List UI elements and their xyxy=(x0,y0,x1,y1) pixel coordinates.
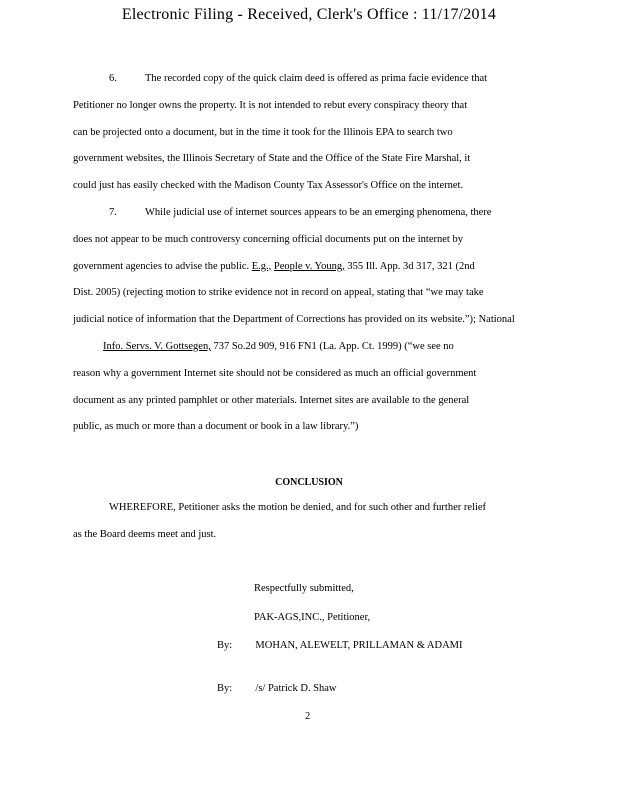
paragraph-line: The recorded copy of the quick claim deed is offered as prima facie evidence that xyxy=(145,73,488,84)
paragraph-7 xyxy=(73,200,573,441)
signer-name: /s/ Patrick D. Shaw xyxy=(255,683,337,694)
filing-header: Electronic Filing - Received, Clerk's Office : 11/17/2014 xyxy=(121,6,497,23)
paragraph-text: 737 So.2d 909, 916 FN1 (La. App. Ct. 1999) (“we see no xyxy=(213,340,454,352)
signature-by-signer xyxy=(217,683,337,694)
signature-closing: Respectfully submitted, xyxy=(254,583,354,594)
paragraph-line: judicial notice of information that the Department of Corrections has provided on its website.”); National xyxy=(73,314,515,326)
paragraph-line: Petitioner no longer owns the property. It is not intended to rebut every conspiracy theory that xyxy=(73,99,468,111)
paragraph-number: 6. xyxy=(109,73,117,84)
case-citation: People v. Young, xyxy=(273,260,345,272)
paragraph-6 xyxy=(73,66,573,200)
by-label: By: xyxy=(217,683,233,694)
paragraph-line: reason why a government Internet site should not be considered as much an official government xyxy=(73,367,477,379)
paragraph-number: 7. xyxy=(109,207,117,218)
by-label: By: xyxy=(217,640,233,651)
paragraph-line: could just has easily checked with the Madison County Tax Assessor's Office on the internet. xyxy=(73,180,464,192)
firm-name: MOHAN, ALEWELT, PRILLAMAN & ADAMI xyxy=(255,640,463,651)
citation-signal: E.g., xyxy=(251,260,272,272)
conclusion-paragraph xyxy=(73,495,573,549)
signature-by-firm xyxy=(217,640,463,651)
paragraph-line: government websites, the Illinois Secretary of State and the Office of the State Fire Marshal, it xyxy=(73,153,471,165)
page-number: 2 xyxy=(305,711,311,722)
case-citation: Info. Servs. V. Gottsegen, xyxy=(103,340,211,352)
paragraph-line: public, as much or more than a document or book in a law library.”) xyxy=(73,421,359,433)
paragraph-line: can be projected onto a document, but in the time it took for the Illinois EPA to search two xyxy=(73,126,453,138)
paragraph-line: Dist. 2005) (rejecting motion to strike evidence not in record on appeal, stating that “we may take xyxy=(73,287,484,299)
paragraph-line: WHEREFORE, Petitioner asks the motion be denied, and for such other and further relief xyxy=(109,502,487,513)
paragraph-line: does not appear to be much controversy concerning official documents put on the internet by xyxy=(73,233,463,245)
conclusion-heading: CONCLUSION xyxy=(275,477,343,488)
signature-party: PAK-AGS,INC., Petitioner, xyxy=(254,612,371,623)
paragraph-text: government agencies to advise the public. xyxy=(73,260,250,272)
paragraph-line: as the Board deems meet and just. xyxy=(73,528,217,540)
paragraph-line: document as any printed pamphlet or other materials. Internet sites are available to the general xyxy=(73,394,470,406)
paragraph-line: While judicial use of internet sources appears to be an emerging phenomena, there xyxy=(145,207,492,218)
paragraph-text: 355 Ill. App. 3d 317, 321 (2nd xyxy=(347,260,475,272)
